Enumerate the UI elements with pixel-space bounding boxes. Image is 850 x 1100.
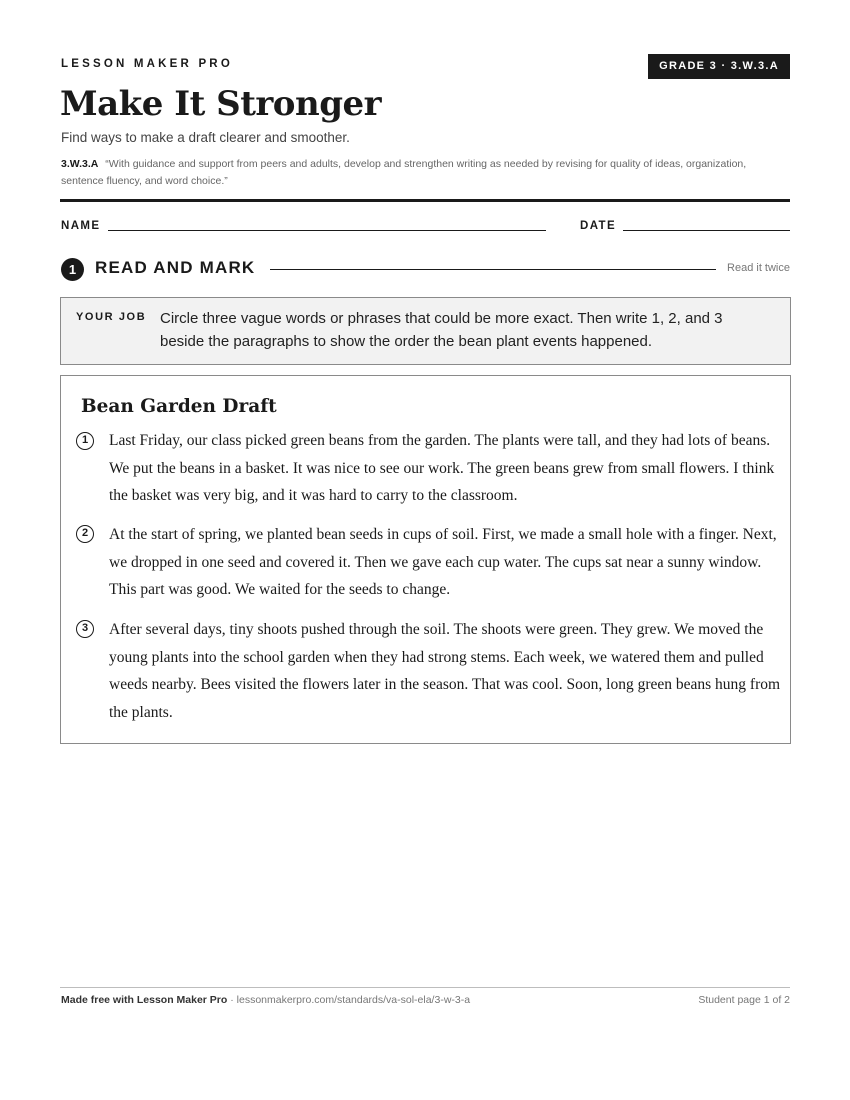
grade-badge: GRADE 3 · 3.W.3.A [648, 54, 790, 79]
page-title: Make It Stronger [60, 84, 382, 124]
page-indicator: Student page 1 of 2 [698, 994, 790, 1006]
paragraph-number-1: 1 [76, 432, 94, 450]
section-divider [270, 269, 716, 270]
draft-paragraph-3[interactable]: After several days, tiny shoots pushed through the soil. The shoots were green. They grew. We moved the young plants into the school garden when they had strong stems. Each week, we watered them and pulled weeds nearby. Bees visited the flowers later in the season. That was cool. Soon, long green beans hung from the plants. [109, 621, 781, 721]
section-title: READ AND MARK [95, 258, 256, 277]
name-label: NAME [61, 220, 101, 232]
paragraph-number-2: 2 [76, 525, 94, 543]
instructions-text: Circle three vague words or phrases that could be more exact. Then write 1, 2, and 3 beside the paragraphs to show the order the bean plant events happened. [160, 310, 723, 350]
step-number-badge: 1 [61, 258, 84, 281]
footer-credit [61, 994, 470, 1006]
standard-text: “With guidance and support from peers and adults, develop and strengthen writing as needed by revising for quality of ideas, organization, sentence fluency, and word choice.” [61, 158, 747, 187]
brand-name: LESSON MAKER PRO [61, 58, 233, 70]
draft-passage-box [60, 375, 791, 744]
page-subtitle: Find ways to make a draft clearer and smoother. [61, 130, 350, 145]
draft-paragraph-2[interactable]: At the start of spring, we planted bean seeds in cups of soil. First, we made a small hole with a finger. Next, we dropped in one seed and covered it. Then we gave each cup water. The cups sat near a sunny window. This part was good. We waited for the seeds to change. [109, 526, 777, 598]
standard-code: 3.W.3.A [61, 158, 99, 170]
draft-title: Bean Garden Draft [81, 396, 277, 417]
draft-paragraph-1[interactable]: Last Friday, our class picked green beans from the garden. The plants were tall, and they had lots of beans. We put the beans in a basket. It was nice to see our work. The green beans grew from small flowers. I think the basket was very big, and it was hard to carry to the classroom. [109, 432, 775, 504]
footer-made-with: Made free with Lesson Maker Pro [61, 994, 228, 1006]
header-divider [60, 199, 790, 202]
standard-description [61, 156, 781, 190]
footer-url[interactable]: · lessonmakerpro.com/standards/va-sol-ela/3-w-3-a [227, 994, 471, 1006]
section-note: Read it twice [727, 262, 790, 274]
name-field[interactable] [108, 230, 546, 231]
instructions-box [60, 297, 791, 365]
paragraph-number-3: 3 [76, 620, 94, 638]
date-label: DATE [580, 220, 617, 232]
instructions-label: YOUR JOB [76, 311, 147, 323]
date-field[interactable] [623, 230, 790, 231]
footer-divider [60, 987, 790, 988]
